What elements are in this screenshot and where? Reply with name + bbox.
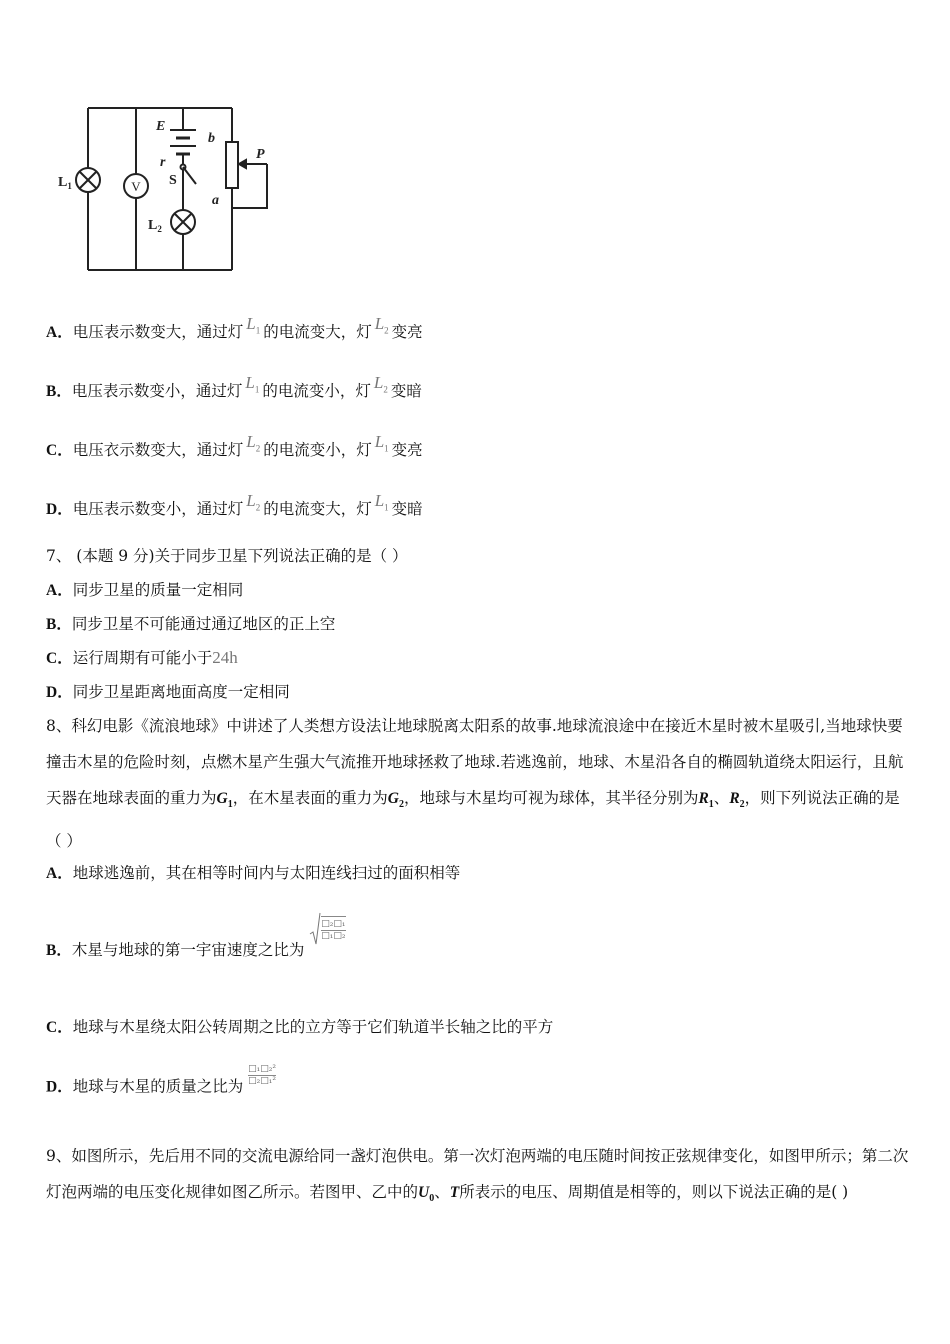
svg-text:S: S bbox=[169, 173, 177, 188]
q7-option-d[interactable]: D．同步卫星距离地面高度一定相同 bbox=[46, 683, 290, 701]
q8-option-b[interactable]: B．木星与地球的第一宇宙速度之比为 $\frac{\text{□₂□₁}}{\text{□₁□₂}}$ bbox=[46, 934, 346, 968]
q7-option-b[interactable]: B．同步卫星不可能通过通辽地区的正上空 bbox=[46, 615, 336, 633]
svg-text:L2: $L_2$ bbox=[148, 218, 162, 234]
svg-text:P: P bbox=[256, 147, 265, 162]
q6-option-b[interactable]: B．电压表示数变小，通过灯 $L_1$ 的电流变小，灯 $L_2$ 变暗 bbox=[46, 373, 422, 400]
q7-option-c[interactable]: C．运行周期有可能小于24h bbox=[46, 648, 238, 667]
q8-option-a[interactable]: A．地球逃逸前，其在相等时间内与太阳连线扫过的面积相等 bbox=[46, 864, 461, 882]
sqrt-sign bbox=[309, 912, 321, 946]
svg-text:b: b bbox=[208, 131, 215, 146]
q8-stem: 8、科幻电影《流浪地球》中讲述了人类想方设法让地球脱离太阳系的故事.地球流浪途中在接近木星时被木星吸引,当地球快要撞击木星的危险时刻，点燃木星产生强大气流推开地球拯救了地球.若逃逸前，地球、木星沿各自的椭圆轨道绕太阳运行，且航天器在地球表面的重力为$G_1$，在木星表面的重力为$G_2$，地球与木星均可视为球体，其半径分别为$R_1$、$R_2$，则下列说法正确的是（ ） bbox=[46, 717, 904, 851]
q7-stem: 7、 (本题 9 分)关于同步卫星下列说法正确的是（ ） bbox=[46, 547, 408, 565]
circuit-diagram bbox=[40, 98, 290, 288]
svg-text:a: a bbox=[212, 193, 219, 208]
lamp-l1 bbox=[76, 168, 100, 192]
q8-d-fraction: $\frac{\text{□₁□₂²}}{\text{□₂□₁²}}$ bbox=[248, 1064, 276, 1086]
q6-option-a[interactable]: A．电压表示数变大，通过灯 $L_1$ 的电流变大，灯 $L_2$ 变亮 bbox=[46, 314, 423, 341]
q8-option-c[interactable]: C．地球与木星绕太阳公转周期之比的立方等于它们轨道半长轴之比的平方 bbox=[46, 1018, 554, 1036]
q7-option-a[interactable]: A．同步卫星的质量一定相同 bbox=[46, 581, 244, 599]
q9-stem: 9、如图所示，先后用不同的交流电源给同一盏灯泡供电。第一次灯泡两端的电压随时间按正弦规律变化，如图甲所示；第二次灯泡两端的电压变化规律如图乙所示。若图甲、乙中的$U_0$、T所表示的电压、周期值是相等的，则以下说法正确的是( ) bbox=[46, 1147, 909, 1205]
svg-text:L1: $L_1$ bbox=[58, 175, 72, 191]
svg-text:r: r bbox=[160, 155, 166, 170]
q8-option-d[interactable]: D．地球与木星的质量之比为 $\frac{\text{□₁□₂²}}{\text{□₂□₁²}}$ bbox=[46, 1064, 276, 1096]
q6-option-c[interactable]: C．电压衣示数变大，通过灯 $L_2$ 的电流变小，灯 $L_1$ 变亮 bbox=[46, 432, 423, 459]
svg-text:V: V bbox=[131, 179, 141, 194]
voltmeter bbox=[124, 174, 148, 198]
svg-text:E: E bbox=[156, 119, 166, 134]
q8-b-fraction: $\frac{\text{□₂□₁}}{\text{□₁□₂}}$ bbox=[321, 916, 345, 942]
q6-option-d[interactable]: D．电压表示数变小，通过灯 $L_2$ 的电流变大，灯 $L_1$ 变暗 bbox=[46, 491, 423, 518]
lamp-l2 bbox=[171, 210, 195, 234]
battery bbox=[170, 130, 196, 154]
